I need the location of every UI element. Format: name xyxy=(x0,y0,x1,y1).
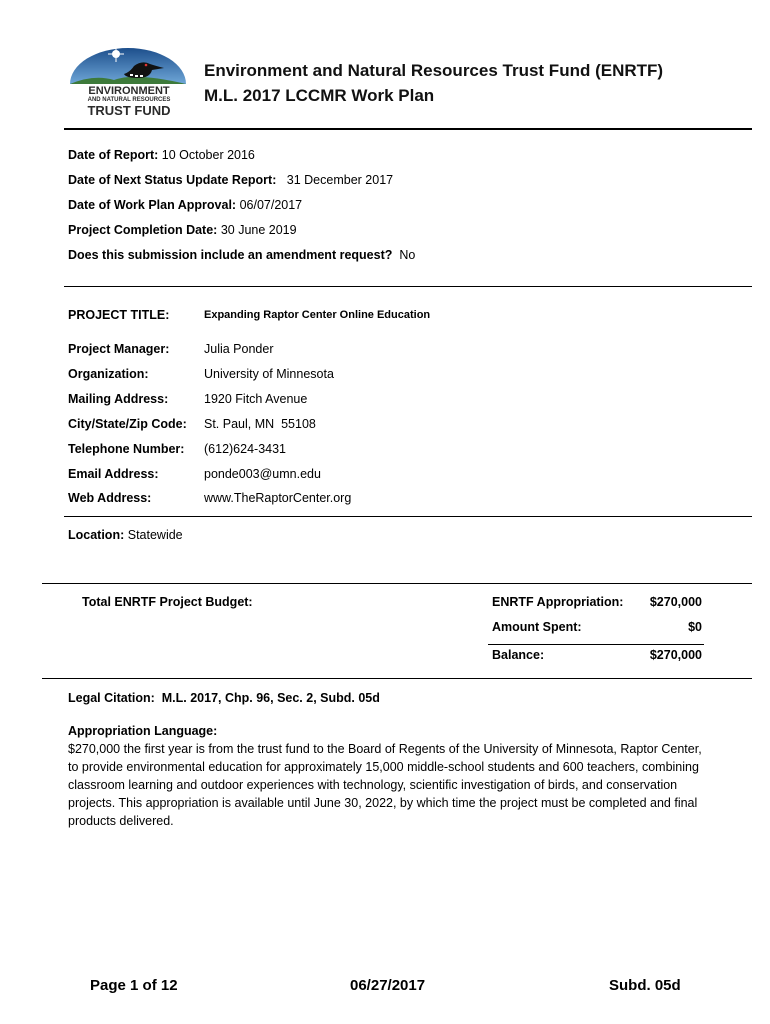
amount-spent-value: $0 xyxy=(688,620,702,634)
total-budget-label: Total ENRTF Project Budget: xyxy=(82,595,253,609)
appropriation-text: $270,000 the first year is from the trust fund to the Board of Regents of the University of Minnesota, Raptor Center, to provide environmental education for approximately 15,000 middle-school students and 600 teachers, combining classroom learning and outdoor experiences with technology, scientific investigation of birds, and conservation projects. This appropriation is available until June 30, 2022, by which time the project must be completed and final products delivered. xyxy=(68,742,702,828)
enrtf-appropriation-value: $270,000 xyxy=(649,595,702,609)
section-divider xyxy=(42,678,752,679)
next-status-report-date: Date of Next Status Update Report: 31 December 2017 xyxy=(68,173,394,187)
city-state-zip-value: St. Paul, MN 55108 xyxy=(204,417,316,431)
footer-date: 06/27/2017 xyxy=(350,977,426,994)
web-address-label: Web Address: xyxy=(68,491,152,505)
mailing-address-value: 1920 Fitch Avenue xyxy=(204,392,308,406)
organization-value: University of Minnesota xyxy=(204,367,334,381)
location: Location: Statewide xyxy=(68,528,183,542)
balance-label: Balance: xyxy=(492,648,545,662)
logo-line1: ENVIRONMENT xyxy=(88,85,170,97)
city-state-zip-label: City/State/Zip Code: xyxy=(68,417,187,431)
email-value: ponde003@umn.edu xyxy=(204,467,321,481)
organization-label: Organization: xyxy=(68,367,149,381)
work-plan-approval-date: Date of Work Plan Approval: 06/07/2017 xyxy=(68,198,303,212)
report-date: Date of Report: 10 October 2016 xyxy=(68,148,255,162)
balance-divider xyxy=(488,644,704,645)
enrtf-logo xyxy=(64,44,194,120)
project-title-label: PROJECT TITLE: xyxy=(68,308,170,322)
balance-value: $270,000 xyxy=(649,648,702,662)
project-completion-date: Project Completion Date: 30 June 2019 xyxy=(68,223,297,237)
document-title-line2: M.L. 2017 LCCMR Work Plan xyxy=(204,86,435,105)
document-title-line1: Environment and Natural Resources Trust Fund (ENRTF) xyxy=(204,61,664,80)
legal-citation: Legal Citation: M.L. 2017, Chp. 96, Sec. 2, Subd. 05d xyxy=(68,691,380,705)
project-manager-value: Julia Ponder xyxy=(204,342,274,356)
telephone-label: Telephone Number: xyxy=(68,442,185,456)
page-number: Page 1 of 12 xyxy=(90,977,178,994)
email-label: Email Address: xyxy=(68,467,159,481)
telephone-value: (612)624-3431 xyxy=(204,442,287,456)
amount-spent-label: Amount Spent: xyxy=(492,620,582,634)
project-title-value: Expanding Raptor Center Online Education xyxy=(204,309,431,321)
section-divider xyxy=(42,583,752,584)
logo-line2: AND NATURAL RESOURCES xyxy=(87,97,171,103)
project-manager-label: Project Manager: xyxy=(68,342,170,356)
logo-line3: TRUST FUND xyxy=(87,103,171,118)
section-divider xyxy=(64,286,752,287)
web-address-value: www.TheRaptorCenter.org xyxy=(204,491,352,505)
footer-subd: Subd. 05d xyxy=(609,977,681,994)
amendment-request: Does this submission include an amendment request? No xyxy=(68,248,416,262)
appropriation-heading: Appropriation Language: xyxy=(68,724,218,738)
enrtf-appropriation-label: ENRTF Appropriation: xyxy=(492,595,624,609)
header-divider xyxy=(64,128,752,130)
mailing-address-label: Mailing Address: xyxy=(68,392,169,406)
section-divider xyxy=(64,516,752,517)
